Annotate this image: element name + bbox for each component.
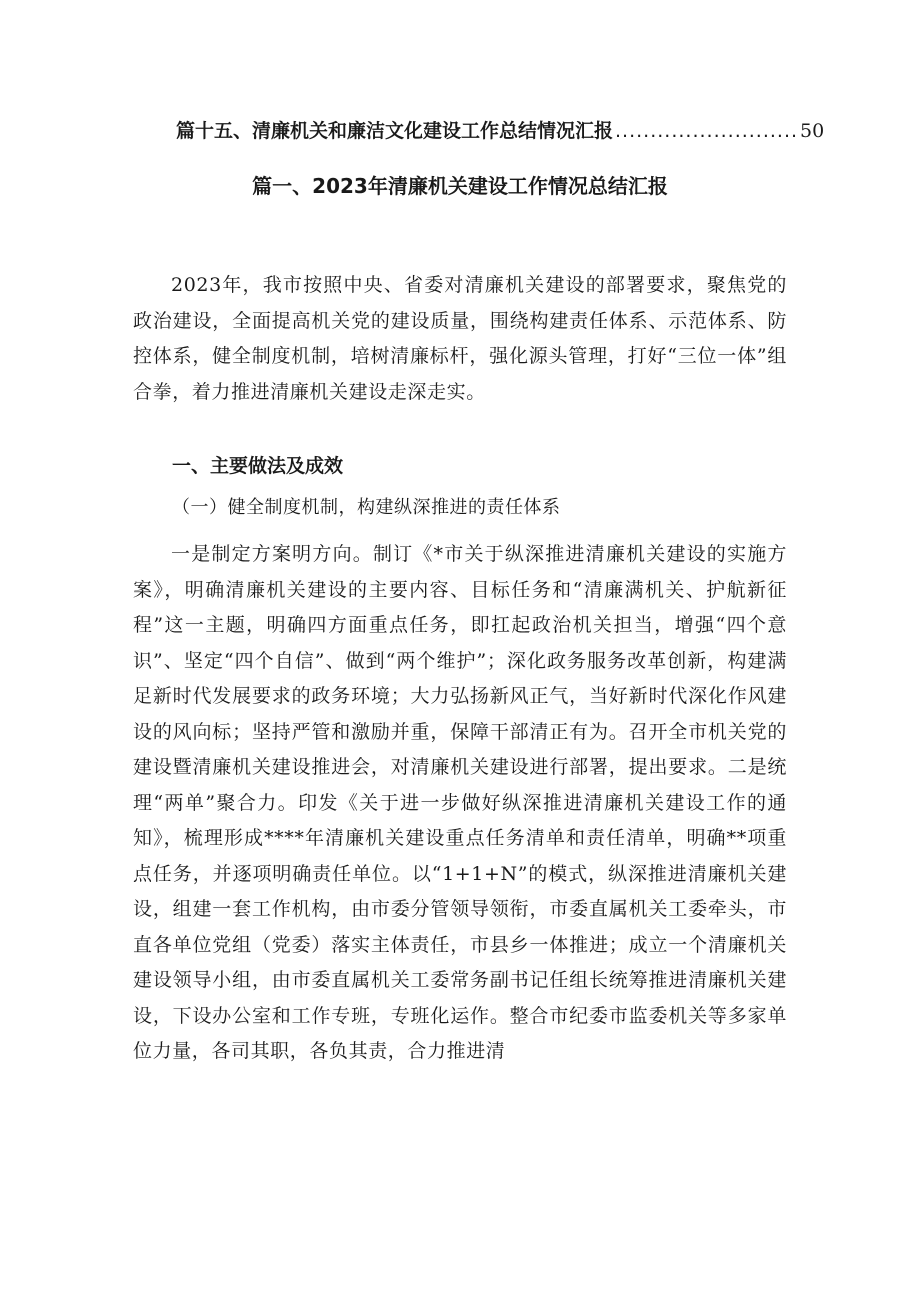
section-heading: 一、主要做法及成效: [172, 455, 344, 477]
toc-entry-title: 篇十五、清廉机关和廉洁文化建设工作总结情况汇报: [176, 120, 614, 142]
toc-dot-leader: ..........................: [615, 120, 799, 142]
toc-page-number: 50: [800, 120, 825, 142]
body-paragraph: 一是制定方案明方向。制订《*市关于纵深推进清廉机关建设的实施方案》，明确清廉机关建设的主要内容、目标任务和“清廉满机关、护航新征程”这一主题，明确四方面重点任务，即扛起政治机关担当，增强“四个意识”、坚定“四个自信”、做到“两个维护”；深化政务服务改革创新，构建满足新时代发展要求的政务环境；大力弘扬新风正气，当好新时代深化作风建设的风向标；坚持严管和激励并重，保障干部清正有为。召开全市机关党的建设暨清廉机关建设推进会，对清廉机关建设进行部署，提出要求。二是统理“两单”聚合力。印发《关于进一步做好纵深推进清廉机关建设工作的通知》，梳理形成****年清廉机关建设重点任务清单和责任清单，明确**项重点任务，并逐项明确责任单位。以“1+1+N”的模式，纵深推进清廉机关建设，组建一套工作机构，由市委分管领导领衔，市委直属机关工委牵头，市直各单位党组（党委）落实主体责任，市县乡一体推进；成立一个清廉机关建设领导小组，由市委直属机关工委常务副书记任组长统筹推进清廉机关建设，下设办公室和工作专班，专班化运作。整合市纪委市监委机关等多家单位力量，各司其职，各负其责，合力推进清: [133, 543, 787, 1062]
subsection-heading: （一）健全制度机制，构建纵深推进的责任体系: [172, 497, 561, 518]
intro-paragraph: 2023年，我市按照中央、省委对清廉机关建设的部署要求，聚焦党的政治建设，全面提高机关党的建设质量，围绕构建责任体系、示范体系、防控体系，健全制度机制，培树清廉标杆，强化源头管理，打好“三位一体”组合拳，着力推进清廉机关建设走深走实。: [133, 274, 787, 403]
article-title: 篇一、2023年清廉机关建设工作情况总结汇报: [252, 174, 668, 198]
toc-entry[interactable]: [176, 116, 825, 148]
